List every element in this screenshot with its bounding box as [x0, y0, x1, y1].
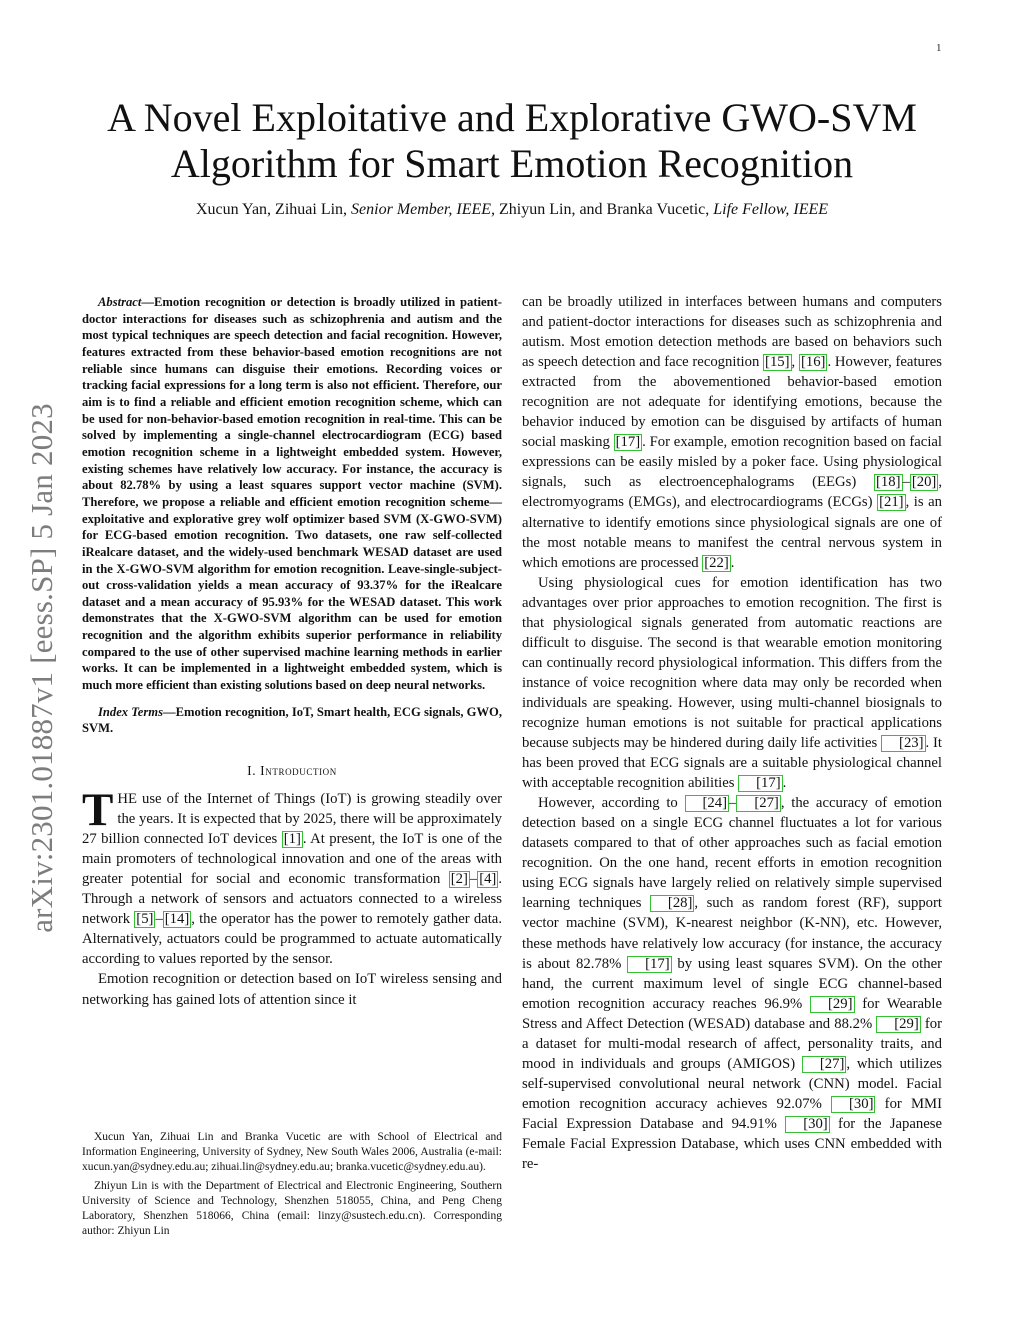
intro-text-segment: – [155, 911, 163, 928]
right-paragraph-2 [522, 573, 942, 794]
body-text-segment: Using physiological cues for emotion identification has two advantages over prior approaches to emotion recognition. The first is that physiological signals generated from automatic reactions are difficult to disguise. The second is that wearable emotion monitoring can continually record physiological information. This differs from the instance of voice recognition where data may only be recorded when individuals are speaking. However, using multi-channel biosignals to recognize human emotions is not suitable for practical applications because subjects may be hindered during daily life activities [522, 574, 942, 752]
citation-link[interactable]: [30] [831, 1096, 875, 1113]
intro-text-segment: , the operator has the power to remotely gather data. Alternatively, actuators could be programmed to actuate automatically according to values reported by the sensor. [82, 911, 502, 968]
footnote-affiliation-1: Xucun Yan, Zihuai Lin and Branka Vucetic are with School of Electrical and Information Engineering, University of Sydney, New South Wales 2006, Australia (e-mail: xucun.yan@sydney.edu.au; zihuai.lin@sydney.edu.au; branka.vucetic@sydney.edu.au). [82, 1131, 502, 1174]
citation-link[interactable]: [28] [650, 895, 694, 912]
body-text-segment: , which utilizes self-supervised convolutional neural network (CNN) model. Facial emotion recognition accuracy achieves 92.07% [522, 1055, 942, 1112]
intro-text-segment: . Through a network of sensors and actuators connected to a wireless network [82, 871, 502, 928]
citation-link[interactable]: [4] [479, 871, 497, 888]
index-terms-text: —Emotion recognition, IoT, Smart health, ECG signals, GWO, SVM. [82, 704, 502, 736]
author-role-2: Life Fellow, IEEE [713, 201, 829, 218]
body-text-segment: by using least squares SVM). On the other hand, the current maximum level of single ECG channel-based emotion recognition accuracy reaches 96.9% [522, 955, 942, 1012]
citation-link[interactable]: [1] [283, 831, 301, 848]
body-text-segment: . [730, 554, 735, 571]
citation-link[interactable]: [20] [911, 474, 937, 491]
authors-part-2: Zhiyun Lin, and Branka Vucetic, [495, 201, 714, 218]
right-paragraph-3 [522, 793, 942, 1174]
citation-link[interactable]: [29] [810, 996, 854, 1013]
section-title: Introduction [260, 763, 337, 779]
body-text-segment: – [902, 474, 910, 491]
body-text-segment: However, according to [538, 795, 685, 812]
index-terms [82, 704, 502, 737]
intro-paragraph-2: Emotion recognition or detection based on IoT wireless sensing and networking has gained lots of attention since it [82, 971, 502, 1008]
citation-link[interactable]: [29] [876, 1016, 920, 1033]
body-text-segment: , such as random forest (RF), support vector machine (SVM), K-nearest neighbor (K-NN), etc. However, these methods have relatively low accuracy (for instance, the accuracy is about 82.78% [522, 895, 942, 972]
body-text-segment: for MMI Facial Expression Database and 94.91% [522, 1095, 942, 1132]
citation-link[interactable]: [17] [615, 434, 641, 451]
citation-link[interactable]: [16] [800, 354, 826, 371]
title-line-2: Algorithm for Smart Emotion Recognition [170, 141, 854, 186]
citation-link[interactable]: [27] [802, 1056, 846, 1073]
intro-text-segment: – [469, 871, 478, 888]
citation-link[interactable]: [17] [738, 775, 782, 792]
arxiv-identifier-text: arXiv:2301.01887v1 [eess.SP] 5 Jan 2023 [24, 403, 59, 933]
citation-link[interactable]: [15] [765, 354, 790, 371]
footnote-affiliation-2: Zhiyun Lin is with the Department of Electrical and Electronic Engineering, Southern University of Science and Technology, Shenzhen 518055, China, and Peng Cheng Laboratory, Shenzhen 518066, China (email: linzy@sustech.edu.cn). Corresponding author: Zhiyun Lin [82, 1179, 502, 1238]
body-text-segment: . For example, emotion recognition based on facial expressions can be easily misled by a poker face. Using physiological signals, such as electroencephalograms (EEGs) [522, 434, 943, 491]
footnotes [82, 1130, 502, 1242]
body-text-segment: . However, features extracted from the abovementioned behavior-based emotion recognition are not adequate for identifying emotions, because the behavior induced by emotion can be disguised by artifacts of human social masking [522, 354, 942, 451]
author-role-1: Senior Member, IEEE, [351, 201, 496, 218]
body-text-segment: , [791, 354, 799, 371]
citation-link[interactable]: [24] [685, 795, 729, 812]
body-text-segment: , the accuracy of emotion detection based on a single ECG channel fluctuates a lot for various datasets compared to that of other approaches such as facial emotion recognition. On the one hand, recent efforts in emotion recognition using ECG signals have largely relied on relatively simple supervised learning techniques [522, 795, 942, 912]
intro-paragraph-1 [82, 784, 503, 969]
body-text-segment: , is an alternative to identify emotions since physiological signals are one of the most notable means to manifest the central nervous system in which emotions are processed [522, 494, 942, 571]
right-column [522, 292, 942, 1174]
body-text-segment: . It has been proved that ECG signals are a suitable physiological channel with acceptable recognition abilities [522, 735, 942, 792]
page-number: 1 [936, 42, 942, 54]
drop-cap: T [82, 784, 114, 837]
section-heading-introduction [82, 763, 502, 779]
body-text-segment: for the Japanese Female Facial Expression Database, which uses CNN embedded with re- [522, 1115, 943, 1173]
body-text-segment: , electromyograms (EMGs), and electrocardiograms (ECGs) [522, 474, 942, 511]
arxiv-identifier-stamp [20, 368, 64, 968]
body-text-segment: for a dataset for multi-modal research of affect, personality traits, and mood in individuals and groups (AMIGOS) [522, 1015, 942, 1072]
citation-link[interactable]: [23] [881, 735, 925, 752]
body-text-segment: can be broadly utilized in interfaces between humans and computers and patient-doctor interactions for diseases such as schizophrenia and autism. Most emotion detection methods are based on behaviors such as speech detection and face recognition [522, 294, 942, 371]
left-column [82, 294, 502, 1010]
author-list [70, 199, 954, 221]
body-text-segment: for Wearable Stress and Affect Detection (WESAD) database and 88.2% [522, 995, 942, 1032]
citation-link[interactable]: [18] [876, 474, 901, 491]
body-text-segment: . [782, 775, 787, 792]
citation-link[interactable]: [27] [736, 795, 780, 812]
citation-link[interactable]: [14] [164, 911, 190, 928]
citation-link[interactable]: [2] [450, 871, 468, 888]
authors-part-1: Xucun Yan, Zihuai Lin, [195, 201, 352, 218]
citation-link[interactable]: [5] [136, 911, 154, 928]
index-terms-label: Index Terms [98, 704, 163, 719]
section-number: I. [247, 763, 261, 779]
paper-title [70, 95, 954, 187]
body-text-segment: – [728, 795, 737, 812]
citation-link[interactable]: [17] [627, 956, 671, 973]
citation-link[interactable]: [30] [785, 1116, 829, 1133]
abstract-text: —Emotion recognition or detection is broadly utilized in patient-doctor interactions for diseases such as schizophrenia and autism and the most typical techniques are speech detection and facial recognition. However, features extracted from these behavior-based emotion recognitions are not reliable since humans can disguise their emotions. Recording voices or tracking facial expressions for a long term is also not efficient. Therefore, our aim is to find a reliable and efficient emotion recognition scheme, which can be used for non-behavior-based emotion recognition in real-time. This can be solved by implementing a single-channel electrocardiogram (ECG) based emotion recognition scheme in a lightweight embedded system. However, existing schemes have relatively low accuracy. For instance, the accuracy is about 82.78% by using a least squares support vector machine (SVM). Therefore, we propose a reliable and efficient emotion recognition scheme—exploitative and explorative grey wolf optimizer based SVM (X-GWO-SVM) for ECG-based emotion recognition. Two datasets, one raw self-collected iRealcare dataset, and the widely-used benchmark WESAD dataset are used in the X-GWO-SVM algorithm for emotion recognition. Leave-single-subject-out cross-validation yields a mean accuracy of 93.37% for the iRealcare dataset and a mean accuracy of 95.93% for the WESAD dataset. This work demonstrates that the X-GWO-SVM algorithm can be used for emotion recognition and the algorithm exhibits superior performance in reliability compared to the use of other supervised machine learning methods in earlier works. It can be implemented in a lightweight embedded system, which is much more efficient than existing solutions based on deep neural networks. [82, 295, 502, 693]
intro-text-segment: HE use of the Internet of Things (IoT) is growing steadily over the years. It is expected that by 2025, there will be approximately 27 billion connected IoT devices [82, 791, 502, 848]
citation-link[interactable]: [22] [704, 554, 729, 571]
right-paragraph-1 [522, 292, 942, 573]
abstract-label: Abstract [98, 295, 142, 309]
abstract [82, 294, 502, 694]
title-line-1: A Novel Exploitative and Explorative GWO-SVM [107, 95, 917, 140]
intro-text-segment: . At present, the IoT is one of the main promoters of technological innovation and one of the areas with greater potential for social and economic transformation [82, 831, 503, 888]
citation-link[interactable]: [21] [879, 494, 904, 511]
